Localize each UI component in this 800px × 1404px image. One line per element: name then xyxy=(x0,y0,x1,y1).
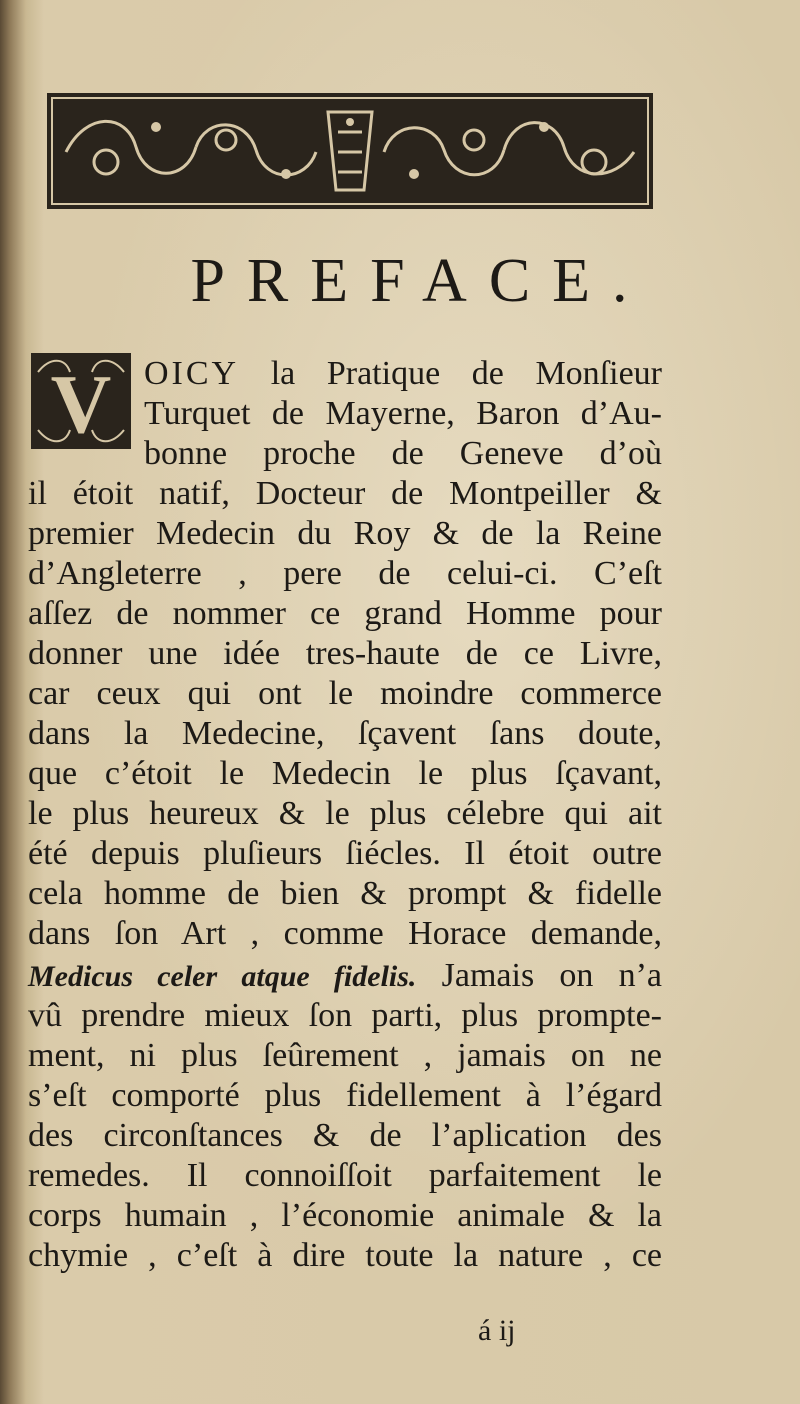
text-line-4: il étoit natif, Docteur de Montpeiller & xyxy=(28,475,662,512)
text-line-1: OICY la Pratique de Monſieur xyxy=(144,355,662,392)
headpiece-ornament xyxy=(46,92,654,210)
latin-quote: Medicus celer atque fidelis. xyxy=(28,960,417,993)
text-line-12: le plus heureux & le plus célebre qui ait xyxy=(28,795,662,832)
page-title: PREFACE. xyxy=(190,247,650,315)
signature-mark: á ij xyxy=(478,1314,516,1347)
text-line-9: car ceux qui ont le moindre commerce xyxy=(28,675,662,712)
text-line-23: chymie , c’eſt à dire toute la nature , ce xyxy=(28,1237,662,1274)
text-line-19: s’eſt comporté plus fidellement à l’égard xyxy=(28,1077,662,1114)
text-line-16: Medicus celer atque fidelis. Jamais on n’a xyxy=(28,957,663,994)
text-line-7: aſſez de nommer ce grand Homme pour xyxy=(28,595,662,632)
text-line-20: des circonſtances & de l’aplication des xyxy=(28,1117,662,1154)
text-line-13: été depuis pluſieurs ſiécles. Il étoit outre xyxy=(28,835,662,872)
text-line-2: Turquet de Mayerne, Baron d’Au- xyxy=(144,395,662,432)
text-line-22: corps humain , l’économie animale & la xyxy=(28,1197,662,1234)
text-line-21: remedes. Il connoiſſoit parfaitement le xyxy=(28,1157,662,1194)
text-line-6: d’Angleterre , pere de celui-ci. C’eſt xyxy=(28,555,662,592)
svg-text:V: V xyxy=(50,358,112,450)
text-line-10: dans la Medecine, ſçavent ſans doute, xyxy=(28,715,662,752)
text-line-8: donner une idée tres-haute de ce Livre, xyxy=(28,635,662,672)
text-line-5: premier Medecin du Roy & de la Reine xyxy=(28,515,662,552)
text-line-18: ment, ni plus ſeûrement , jamais on ne xyxy=(28,1037,662,1074)
decorated-initial xyxy=(30,352,132,450)
text-line-17: vû prendre mieux ſon parti, plus prompte- xyxy=(28,997,662,1034)
text-line-14: cela homme de bien & prompt & fidelle xyxy=(28,875,662,912)
text-line-11: que c’étoit le Medecin le plus ſçavant, xyxy=(28,755,662,792)
text-line-15: dans ſon Art , comme Horace demande, xyxy=(28,915,662,952)
text-line-3: bonne proche de Geneve d’où xyxy=(144,435,662,472)
